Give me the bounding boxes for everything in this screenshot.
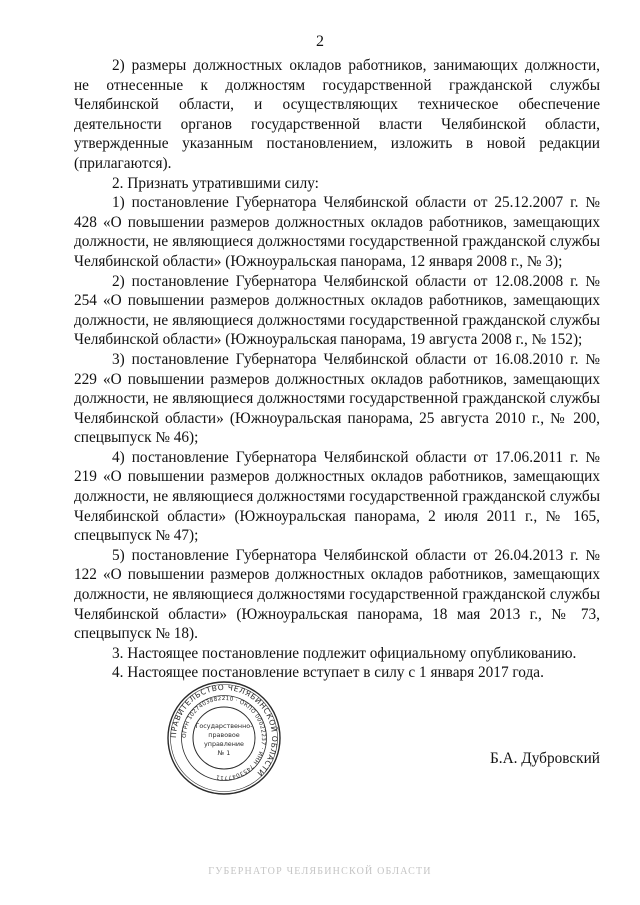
paragraph-repeal-5: 5) постановление Губернатора Челябинской области от 26.04.2013 г. № 122 «О повышении размеров должностных окладов работников, замещающих должности, не являющиеся должностями государственной гражданской службы Челябинской области» (Южноуральская панорама, 18 мая 2013 г., № 73, спецвыпуск № 18). (74, 546, 600, 643)
official-seal (166, 680, 282, 796)
signatory-name: Б.А. Дубровский (490, 750, 600, 767)
footer-watermark: ГУБЕРНАТОР ЧЕЛЯБИНСКОЙ ОБЛАСТИ (208, 866, 432, 877)
seal-outer-text: ПРАВИТЕЛЬСТВО ЧЕЛЯБИНСКОЙ ОБЛАСТИ (168, 682, 280, 779)
seal-graphic (166, 680, 282, 796)
paragraph-repeal-1: 1) постановление Губернатора Челябинской области от 25.12.2007 г. № 428 «О повышении размеров должностных окладов работников, замещающих должности, не являющиеся должностями государственной гражданской службы Челябинской области» (Южноуральская панорама, 12 января 2008 г., № 3); (74, 194, 600, 270)
paragraph-item-2: 2) размеры должностных окладов работников, занимающих должности, не отнесенные к должностям государственной гражданской службы Челябинской области, и осуществляющих техническое обеспечение деятельности органов государственной власти Челябинской области, утвержденные указанным постановлением, изложить в новой редакции (прилагаются). (74, 57, 600, 172)
seal-center-line-3: управление (204, 740, 244, 748)
seal-center-line-2: правовое (208, 731, 240, 739)
seal-center-line-4: № 1 (217, 749, 231, 757)
seal-inner-text: ОГРН 1027403882210 · ОКПО 00022237 · ИНН 7453047711 (181, 695, 267, 781)
paragraph-clause-3: 3. Настоящее постановление подлежит официальному опубликованию. (112, 644, 577, 662)
page-number: 2 (316, 33, 324, 50)
paragraph-repeal-4: 4) постановление Губернатора Челябинской области от 17.06.2011 г. № 219 «О повышении размеров должностных окладов работников, замещающих должности, не являющиеся должностями государственной гражданской службы Челябинской области» (Южноуральская панорама, 2 июля 2011 г., № 165, спецвыпуск № 47); (74, 448, 600, 545)
paragraph-clause-4: 4. Настоящее постановление вступает в силу с 1 января 2017 года. (112, 664, 544, 682)
paragraph-repeal-3: 3) постановление Губернатора Челябинской области от 16.08.2010 г. № 229 «О повышении размеров должностных окладов работников, замещающих должности, не являющиеся должностями государственной гражданской службы Челябинской области» (Южноуральская панорама, 25 августа 2010 г., № 200, спецвыпуск № 46); (74, 350, 600, 447)
document-body (74, 56, 600, 683)
paragraph-repeal-2: 2) постановление Губернатора Челябинской области от 12.08.2008 г. № 254 «О повышении размеров должностных окладов работников, замещающих должности, не являющиеся должностями государственной гражданской службы Челябинской области» (Южноуральская панорама, 19 августа 2008 г., № 152); (74, 272, 600, 349)
seal-center-line-1: Государственно- (195, 722, 253, 730)
paragraph-clause-2: 2. Признать утратившими силу: (112, 174, 319, 192)
